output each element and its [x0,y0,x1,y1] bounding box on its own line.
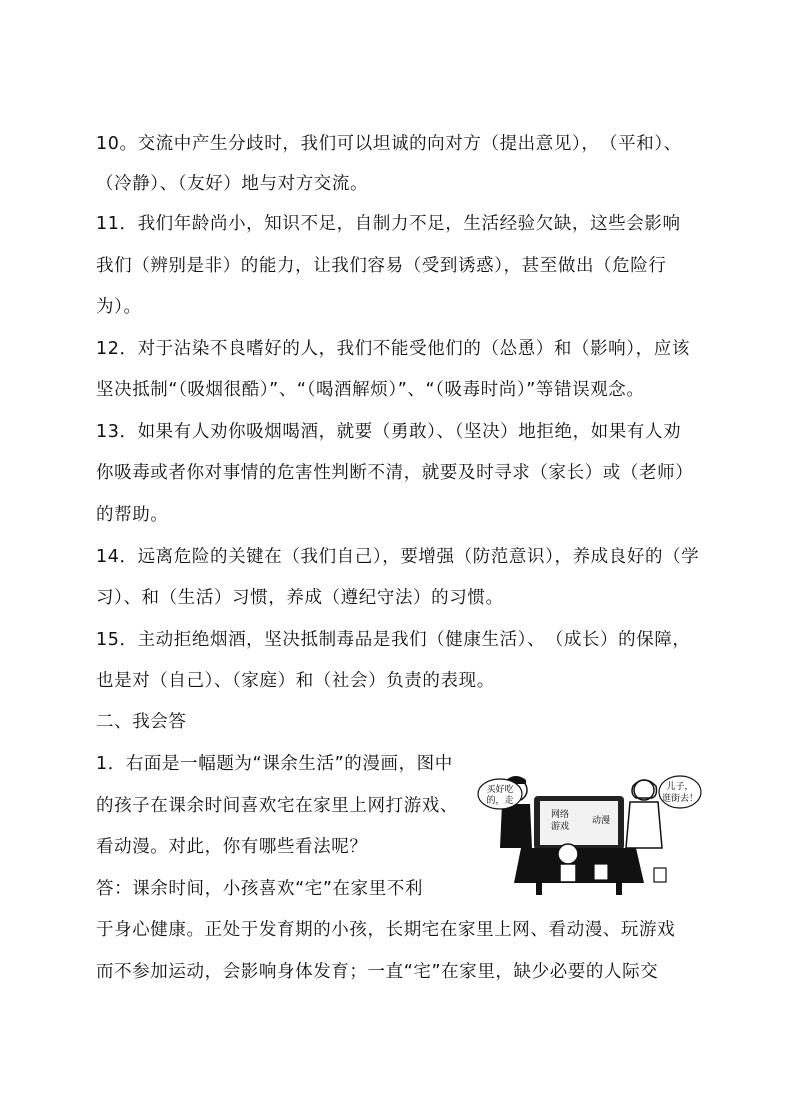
section-heading: 二、我会答 [96,712,187,732]
text-line: 的帮助。 [96,505,169,525]
left-bubble-text: 的，走 [486,796,514,806]
screen-label: 游戏 [550,822,570,832]
text-line: 习）、和（生活）习惯，养成（遵纪守法）的习惯。 [96,588,504,608]
mother-body [626,802,662,848]
comic-illustration [476,768,702,898]
text-line: 14．远离危险的关键在（我们自己），要增强（防范意识），养成良好的（学 [96,547,700,567]
text-line: 12．对于沾染不良嗜好的人，我们不能受他们的（怂恿）和（影响），应该 [96,339,690,359]
text-line: 为）。 [96,297,142,317]
question-line: 1．右面是一幅题为“课余生活”的漫画，图中 [96,754,453,774]
question-line: 看动漫。对此，你有哪些看法呢？ [96,837,368,857]
answer-line: 答：课余时间，小孩喜欢“宅”在家里不利 [96,879,424,899]
screen-label: 网络 [550,810,570,820]
text-line: （冷静）、（友好）地与对方交流。 [96,174,369,194]
text-line: 13．如果有人劝你吸烟喝酒，就要（勇敢）、（坚决）地拒绝，如果有人劝 [96,422,682,442]
child-head [558,844,578,864]
desk [514,848,644,883]
text-line: 坚决抵制“（吸烟很酷）”、“（喝酒解烦）”、“（吸毒时尚）”等错误观念。 [96,380,645,400]
answer-line: 而不参加运动，会影响身体发育；一直“宅”在家里，缺少必要的人际交 [96,962,659,982]
right-bubble-text: 儿子， [666,782,694,792]
text-line: 11．我们年龄尚小，知识不足，自制力不足，生活经验欠缺，这些会影响 [96,214,681,234]
text-line: 我们（辨别是非）的能力，让我们容易（受到诱惑），甚至做出（危险行 [96,256,667,276]
question-line: 的孩子在课余时间喜欢宅在家里上网打游戏、 [96,796,458,816]
child-body [560,864,576,882]
screen-label: 动漫 [591,816,611,826]
answer-line: 于身心健康。正处于发育期的小孩，长期宅在家里上网、看动漫、玩游戏 [96,920,676,940]
text-line: 15．主动拒绝烟酒，坚决抵制毒品是我们（健康生活）、 （成长）的保障， [96,630,691,650]
father-body [500,804,532,848]
right-bubble-text: 逛街去！ [661,794,699,804]
text-line: 你吸毒或者你对事情的危害性判断不清，就要及时寻求（家长）或（老师） [96,463,694,483]
left-bubble-text: 买好吃 [486,785,514,795]
text-line: 也是对（自己）、（家庭）和（社会）负责的表现。 [96,671,495,691]
text-line: 10。交流中产生分歧时，我们可以坦诚的向对方（提出意见）， （平和）、 [96,134,682,154]
